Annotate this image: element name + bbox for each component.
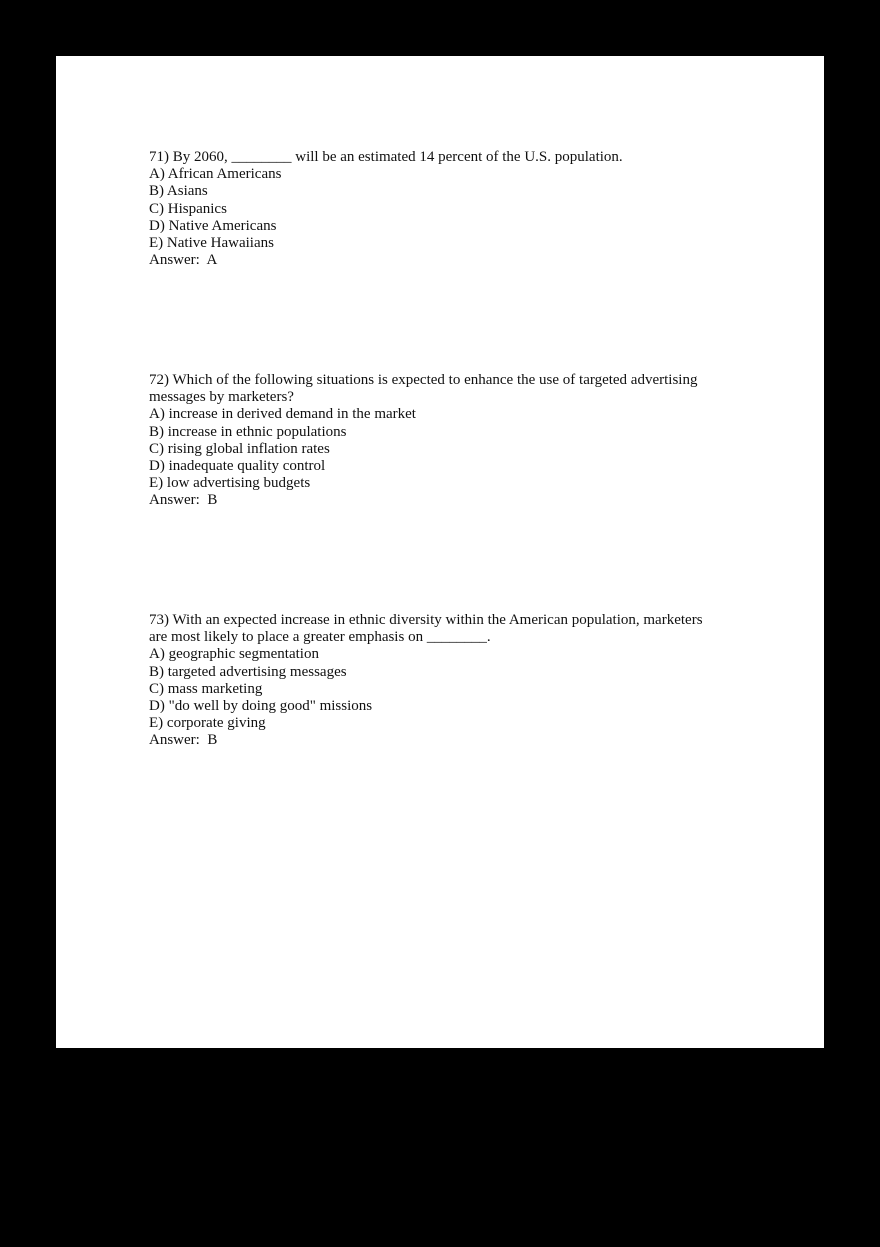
option-a: A) geographic segmentation: [149, 646, 319, 663]
option-d: D) "do well by doing good" missions: [149, 698, 373, 715]
option-b: B) increase in ethnic populations: [149, 423, 347, 440]
answer: Answer: B: [149, 492, 218, 509]
option-c: C) rising global inflation rates: [149, 440, 330, 457]
option-d: D) inadequate quality control: [149, 458, 326, 475]
question-stem: 73) With an expected increase in ethnic diversity within the American population, marketers are most likely to place a greater emphasis on ________.: [149, 612, 707, 646]
option-d: D) Native Americans: [149, 217, 277, 234]
answer: Answer: B: [149, 732, 218, 749]
document-page: [56, 56, 824, 1048]
question-72: [149, 372, 709, 510]
option-b: B) targeted advertising messages: [149, 663, 347, 680]
option-b: B) Asians: [149, 183, 208, 200]
option-e: E) Native Hawaiians: [149, 235, 274, 252]
option-e: E) corporate giving: [149, 715, 266, 732]
question-stem: 71) By 2060, ________ will be an estimated 14 percent of the U.S. population.: [149, 149, 623, 165]
question-73: [149, 612, 709, 750]
question-stem: 72) Which of the following situations is expected to enhance the use of targeted advertising messages by marketers?: [149, 372, 702, 406]
answer: Answer: A: [149, 252, 218, 269]
option-a: A) African Americans: [149, 166, 282, 183]
question-71: [149, 149, 709, 269]
option-c: C) mass marketing: [149, 680, 263, 697]
option-c: C) Hispanics: [149, 200, 227, 217]
option-a: A) increase in derived demand in the market: [149, 406, 416, 423]
option-e: E) low advertising budgets: [149, 475, 311, 492]
